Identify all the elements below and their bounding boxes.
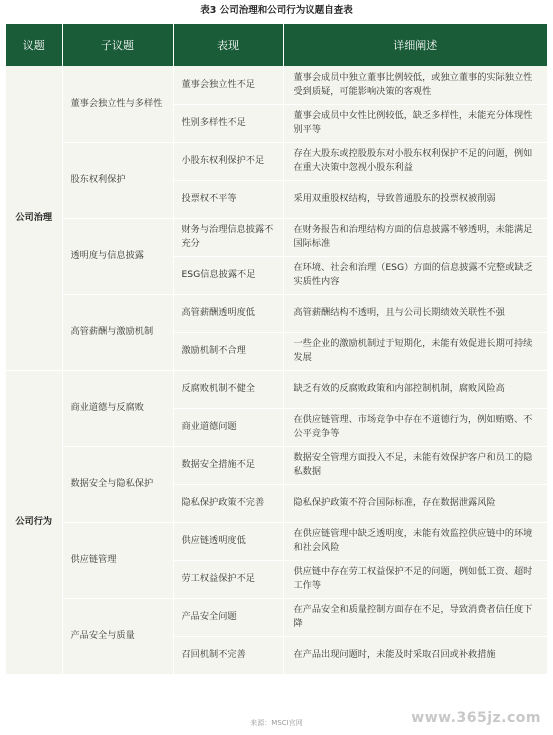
- performance-cell: 财务与治理信息披露不充分: [173, 218, 283, 256]
- detail-cell: 隐私保护政策不符合国际标准，存在数据泄露风险: [283, 484, 547, 522]
- header-performance: 表现: [173, 24, 283, 66]
- table-row: [6, 142, 547, 180]
- performance-cell: ESG信息披露不足: [173, 256, 283, 294]
- subtopic-cell: 商业道德与反腐败: [62, 370, 173, 446]
- detail-cell: 供应链中存在劳工权益保护不足的问题，例如低工资、超时工作等: [283, 560, 547, 598]
- topic-cell: 公司行为: [6, 370, 62, 674]
- table-row: [6, 446, 547, 484]
- detail-cell: 在产品出现问题时，未能及时采取召回或补救措施: [283, 636, 547, 674]
- performance-cell: 高管薪酬透明度低: [173, 294, 283, 332]
- performance-cell: 性别多样性不足: [173, 104, 283, 142]
- detail-cell: 董事会成员中女性比例较低，缺乏多样性，未能充分体现性别平等: [283, 104, 547, 142]
- detail-cell: 在财务报告和治理结构方面的信息披露不够透明，未能满足国际标准: [283, 218, 547, 256]
- performance-cell: 产品安全问题: [173, 598, 283, 636]
- performance-cell: 供应链透明度低: [173, 522, 283, 560]
- table-row: [6, 66, 547, 104]
- performance-cell: 隐私保护政策不完善: [173, 484, 283, 522]
- table-row: [6, 522, 547, 560]
- detail-cell: 采用双重股权结构，导致普通股东的投票权被削弱: [283, 180, 547, 218]
- detail-cell: 董事会成员中独立董事比例较低，或独立董事的实际独立性受到质疑，可能影响决策的客观性: [283, 66, 547, 104]
- detail-cell: 缺乏有效的反腐败政策和内部控制机制，腐败风险高: [283, 370, 547, 408]
- table-body: [6, 66, 547, 674]
- performance-cell: 劳工权益保护不足: [173, 560, 283, 598]
- performance-cell: 小股东权利保护不足: [173, 142, 283, 180]
- topic-cell: 公司治理: [6, 66, 62, 370]
- subtopic-cell: 高管薪酬与激励机制: [62, 294, 173, 370]
- table-header-row: [6, 24, 547, 66]
- subtopic-cell: 产品安全与质量: [62, 598, 173, 674]
- performance-cell: 激励机制不合理: [173, 332, 283, 370]
- table-row: [6, 218, 547, 256]
- subtopic-cell: 透明度与信息披露: [62, 218, 173, 294]
- header-detail: 详细阐述: [283, 24, 547, 66]
- detail-cell: 在供应链管理中缺乏透明度，未能有效监控供应链中的环境和社会风险: [283, 522, 547, 560]
- source-note: 来源：MSCI官网: [250, 719, 303, 727]
- watermark: www.365jz.com: [411, 710, 541, 726]
- performance-cell: 董事会独立性不足: [173, 66, 283, 104]
- performance-cell: 商业道德问题: [173, 408, 283, 446]
- detail-cell: 数据安全管理方面投入不足，未能有效保护客户和员工的隐私数据: [283, 446, 547, 484]
- table-title: 表3 公司治理和公司行为议题自查表: [200, 5, 353, 16]
- performance-cell: 反腐败机制不健全: [173, 370, 283, 408]
- detail-cell: 存在大股东或控股股东对小股东权利保护不足的问题，例如在重大决策中忽视小股东利益: [283, 142, 547, 180]
- performance-cell: 投票权不平等: [173, 180, 283, 218]
- subtopic-cell: 供应链管理: [62, 522, 173, 598]
- table-row: [6, 294, 547, 332]
- header-subtopic: 子议题: [62, 24, 173, 66]
- detail-cell: 高管薪酬结构不透明，且与公司长期绩效关联性不强: [283, 294, 547, 332]
- subtopic-cell: 董事会独立性与多样性: [62, 66, 173, 142]
- self-check-table: [6, 24, 547, 675]
- detail-cell: 在环境、社会和治理（ESG）方面的信息披露不完整或缺乏实质性内容: [283, 256, 547, 294]
- subtopic-cell: 数据安全与隐私保护: [62, 446, 173, 522]
- detail-cell: 在供应链管理、市场竞争中存在不道德行为，例如贿赂、不公平竞争等: [283, 408, 547, 446]
- table-row: [6, 598, 547, 636]
- subtopic-cell: 股东权利保护: [62, 142, 173, 218]
- performance-cell: 召回机制不完善: [173, 636, 283, 674]
- detail-cell: 一些企业的激励机制过于短期化，未能有效促进长期可持续发展: [283, 332, 547, 370]
- header-topic: 议题: [6, 24, 62, 66]
- detail-cell: 在产品安全和质量控制方面存在不足，导致消费者信任度下降: [283, 598, 547, 636]
- table-row: [6, 370, 547, 408]
- performance-cell: 数据安全措施不足: [173, 446, 283, 484]
